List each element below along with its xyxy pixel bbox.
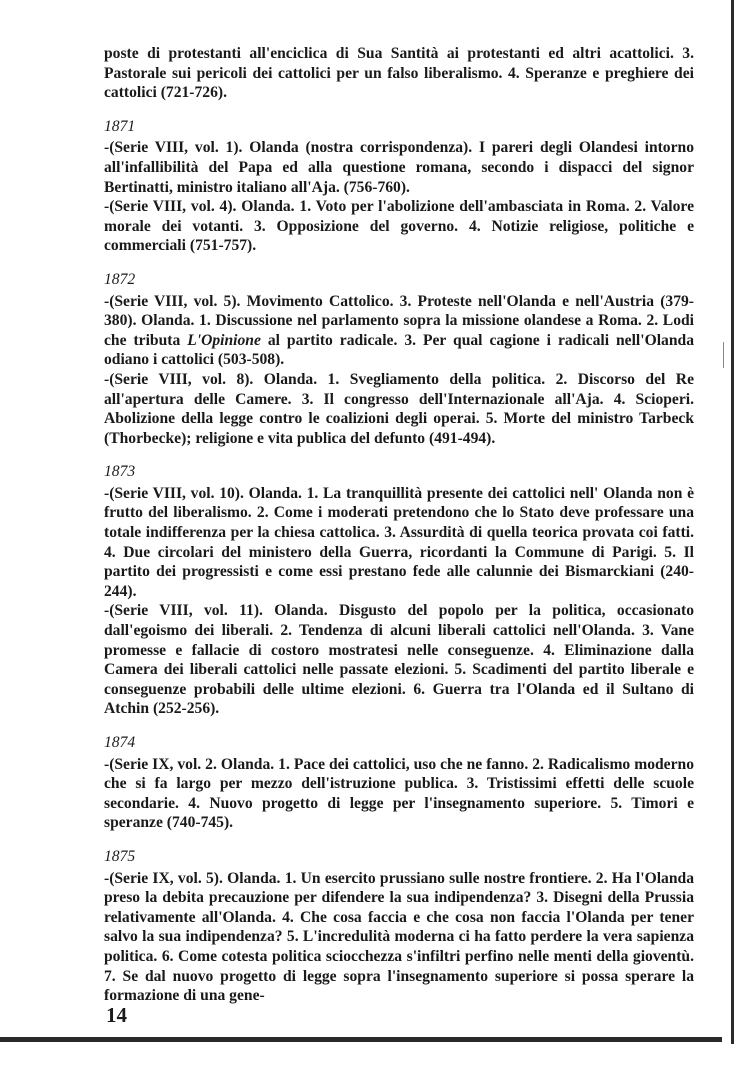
entry-paragraph: -(Serie VIII, vol. 11). Olanda. Disgusto del popolo per la politica, occasionato dall'egoismo dei liberali. 2. Tendenza di alcuni liberali cattolici nell'Olanda. 3. Vane promesse e fallacie di costoro mostratesi nelle conseguenze. 4. Eliminazione dalla Camera dei liberali cattolici nelle passate elezioni. 5. Scadimenti del partito liberale e conseguenze probabili delle ultime elezioni. 6. Guerra tra l'Olanda ed il Sultano di Atchin (252-256).	[104, 602, 694, 718]
section-1874	[104, 733, 694, 833]
entry-paragraph: -(Serie VIII, vol. 1). Olanda (nostra corrispondenza). I pareri degli Olandesi intorno all'infallibilità del Papa ed alla questione romana, secondo i dispacci del signor Bertinatti, ministro italiano all'Aja. (756-760).	[104, 139, 694, 196]
entry-paragraph: -(Serie VIII, vol. 10). Olanda. 1. La tranquillità presente dei cattolici nell' Olanda non è frutto del liberalismo. 2. Come i moderati pretendono che lo Stato deve professare una totale indifferenza per la chiesa cattolica. 3. Assurdità di quella teorica provata coi fatti. 4. Due circolari del ministero della Guerra, ricordanti la Commune di Parigi. 5. Il partito dei progressisti e come essi prestano fede alle calunnie dei Bismarckiani (240-244).	[104, 484, 694, 600]
section-1875	[104, 847, 694, 1006]
scan-mark	[723, 342, 724, 368]
entry-paragraph: -(Serie VIII, vol. 5). Movimento Cattolico. 3. Proteste nell'Olanda e nell'Austria (379-380). Olanda. 1. Discussione nel parlamento sopra la missione olandese a Roma. 2. Lodi che tributa L'Opinione al partito radicale. 3. Per qual cagione i radicali nell'Olanda odiano i cattolici (503-508).	[104, 292, 694, 369]
entry-paragraph: -(Serie VIII, vol. 8). Olanda. 1. Svegliamento della politica. 2. Discorso del Re all'apertura delle Camere. 3. Il congresso dell'Internazionale all'Aja. 4. Scioperi. Abolizione della legge contro le coalizioni degli operai. 5. Morte del ministro Tarbeck (Thorbecke); religione e vita publica del defunto (491-494).	[104, 370, 694, 447]
section-1872	[104, 270, 694, 448]
year-heading: 1872	[104, 270, 136, 288]
section-1871	[104, 117, 694, 256]
year-heading: 1875	[104, 847, 136, 865]
entry-paragraph: -(Serie IX, vol. 2. Olanda. 1. Pace dei cattolici, uso che ne fanno. 2. Radicalismo moderno che si fa largo per mezzo dell'istruzione publica. 3. Tristissimi effetti delle scuole secondarie. 4. Nuovo progetto di legge per l'insegnamento superiore. 5. Timori e speranze (740-745).	[104, 755, 694, 832]
page-number: 14	[106, 1003, 127, 1027]
scan-edge-bottom	[0, 1037, 722, 1042]
scan-edge-right	[731, 0, 734, 1044]
page-body	[104, 44, 694, 1006]
intro-paragraph: poste di protestanti all'enciclica di Sua Santità ai protestanti ed altri acattolici. 3. Pastorale sui pericoli dei cattolici per un falso liberalismo. 4. Speranze e preghiere dei cattolici (721-726).	[104, 45, 694, 102]
entry-paragraph: -(Serie VIII, vol. 4). Olanda. 1. Voto per l'abolizione dell'ambasciata in Roma. 2. Valore morale dei votanti. 3. Opposizione del governo. 4. Notizie religiose, politiche e commerciali (751-757).	[104, 198, 694, 255]
italic-title: L'Opinione	[187, 331, 261, 349]
section-1873	[104, 462, 694, 719]
year-heading: 1871	[104, 117, 136, 135]
entry-paragraph: -(Serie IX, vol. 5). Olanda. 1. Un esercito prussiano sulle nostre frontiere. 2. Ha l'Olanda preso la debita precauzione per difendere la sua indipendenza? 3. Disegni della Prussia relativamente all'Olanda. 4. Che cosa faccia e che cosa non faccia l'Olanda per tener salvo la sua indipendenza? 5. L'incredulità moderna ci ha fatto perdere la vera sapienza politica. 6. Come cotesta politica sciocchezza s'infiltri perfino nelle menti della gioventù. 7. Se dal nuovo progetto di legge sopra l'insegnamento superiore si possa sperare la formazione di una gene-	[104, 869, 694, 1005]
year-heading: 1874	[104, 734, 136, 751]
year-heading: 1873	[104, 463, 136, 481]
